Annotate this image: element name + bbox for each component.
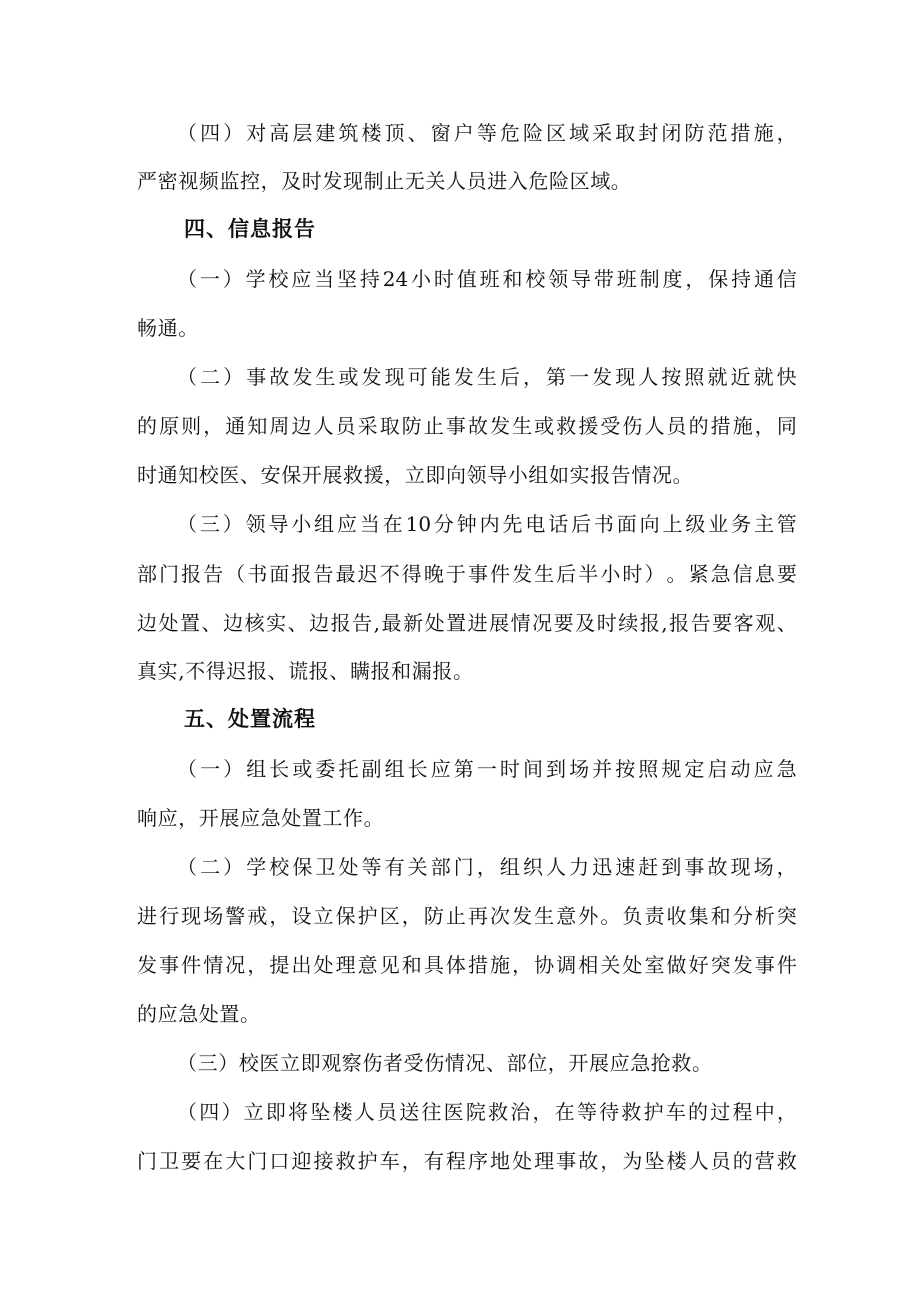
paragraph-line: （ 二 ） 事 故 发 生 或 发 现 可 能 发 生 后 ， 第 一 发 现 人 按 照 就 近 就 快 <box>177 365 797 389</box>
paragraph-line: （ 一 ） 组 长 或 委 托 副 组 长 应 第 一 时 间 到 场 并 按 照 规 定 启 动 应 急 <box>177 757 797 781</box>
paragraph-line: （ 一 ） 学 校 应 当 坚 持 24 小 时 值 班 和 校 领 导 带 班 制 度 ， 保 持 通 信 <box>177 267 797 291</box>
paragraph-line: 边 处 置 、 边 核 实 、 边 报 告 , 最 新 处 置 进 展 情 况 要 及 时 续 报 , 报 告 要 客 观 、 <box>137 611 797 635</box>
paragraph-line: 响应，开展应急处置工作。 <box>137 806 385 830</box>
paragraph-line: （ 二 ） 学 校 保 卫 处 等 有 关 部 门 ， 组 织 人 力 迅 速 赶 到 事 故 现 场 ， <box>177 855 797 879</box>
paragraph-line: 时通知校医、安保开展救援，立即向领导小组如实报告情况。 <box>137 463 694 487</box>
paragraph-line: 的 原 则 ， 通 知 周 边 人 员 采 取 防 止 事 故 发 生 或 救 援 受 伤 人 员 的 措 施 ， 同 <box>137 414 797 438</box>
paragraph-line: 进 行 现 场 警 戒 ， 设 立 保 护 区 ， 防 止 再 次 发 生 意 外 。 负 责 收 集 和 分 析 突 <box>137 904 797 928</box>
paragraph-line: （ 四 ） 立 即 将 坠 楼 人 员 送 往 医 院 救 治 ， 在 等 待 救 护 车 的 过 程 中 ， <box>177 1100 797 1124</box>
paragraph-line: （三）校医立即观察伤者受伤情况、部位，开展应急抢救。 <box>177 1051 713 1075</box>
paragraph-line: （ 三 ） 领 导 小 组 应 当 在 10 分 钟 内 先 电 话 后 书 面 向 上 级 业 务 主 管 <box>177 512 797 536</box>
paragraph-line: 部 门 报 告 （ 书 面 报 告 最 迟 不 得 晚 于 事 件 发 生 后 半 小 时 ） 。 紧 急 信 息 要 <box>137 562 797 586</box>
paragraph-line: 门 卫 要 在 大 门 口 迎 接 救 护 车 ， 有 程 序 地 处 理 事 故 ， 为 坠 楼 人 员 的 营 救 <box>137 1149 797 1173</box>
paragraph-line: 真实,不得迟报、谎报、瞒报和漏报。 <box>137 659 474 683</box>
paragraph-line: 发 事 件 情 况 ， 提 出 处 理 意 见 和 具 体 措 施 ， 协 调 相 关 处 室 做 好 突 发 事 件 <box>137 953 797 977</box>
paragraph-line: 的应急处置。 <box>137 1002 261 1026</box>
paragraph-line: （ 四 ） 对 高 层 建 筑 楼 顶 、 窗 户 等 危 险 区 域 采 取 封 闭 防 范 措 施 ， <box>177 121 797 145</box>
paragraph-line: 严密视频监控，及时发现制止无关人员进入危险区域。 <box>137 169 632 193</box>
section-heading-info-report: 四、信息报告 <box>184 217 316 241</box>
section-heading-handling-process: 五、处置流程 <box>184 707 316 731</box>
paragraph-line: 畅通。 <box>137 316 199 340</box>
